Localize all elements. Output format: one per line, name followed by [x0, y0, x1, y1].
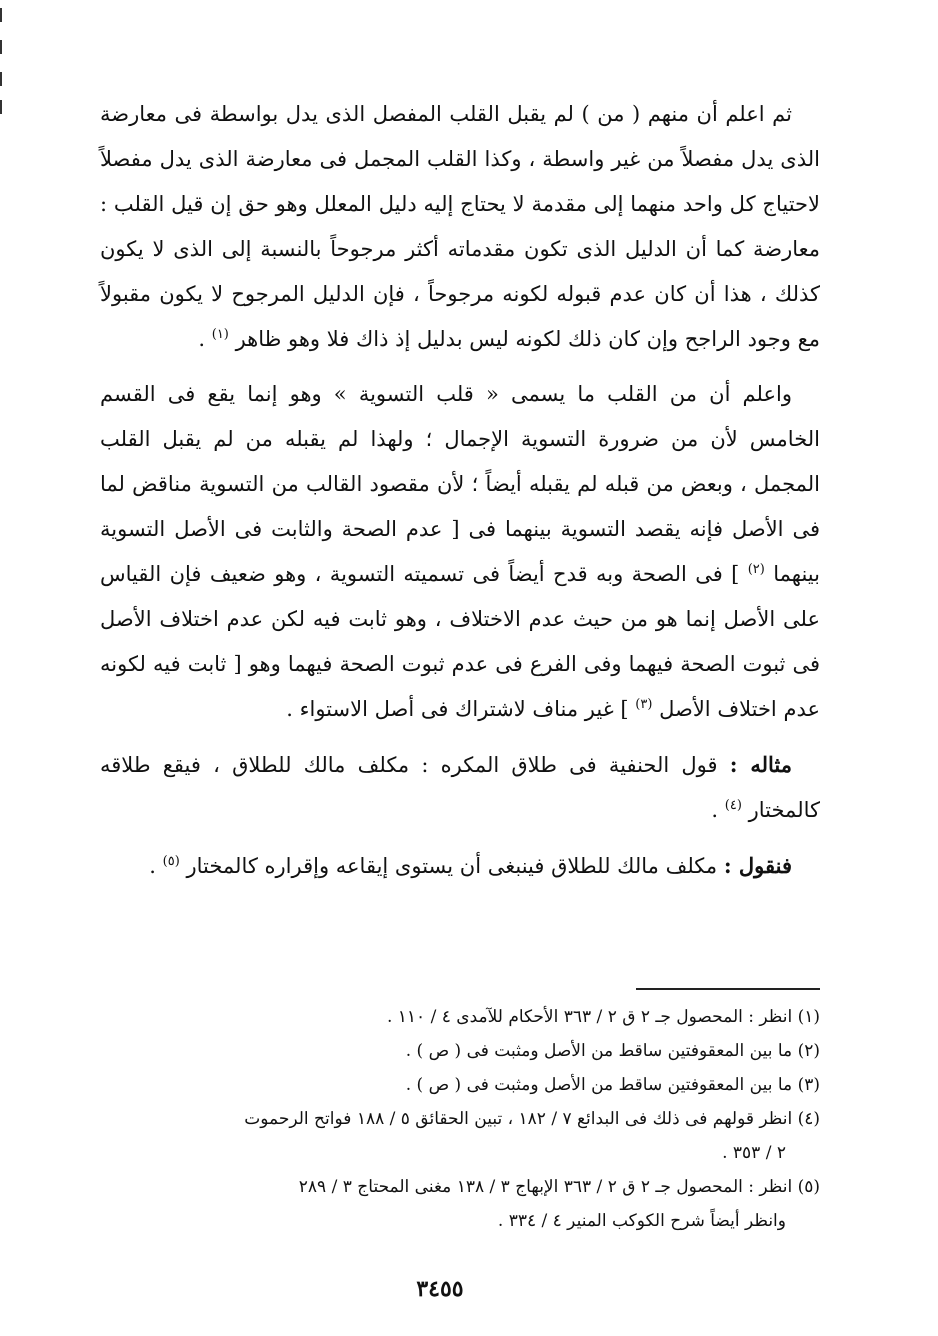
footnote-separator: [636, 988, 820, 990]
footnote-text: (٢) ما بين المعقوفتين ساقط من الأصل ومثبت فى ( ص ) .: [405, 1041, 820, 1061]
footnote-2: [100, 1034, 820, 1068]
footnote-text: (٤) انظر قولهم فى ذلك فى البدائع ٧ / ١٨٢ ، تبين الحقائق ٥ / ١٨٨ فواتح الرحموت: [244, 1109, 820, 1129]
footnote-3: [100, 1068, 820, 1102]
paragraph-text: ثم اعلم أن منهم ( من ) لم يقبل القلب المفصل الذى يدل بواسطة فى معارضة الذى يدل مفصلاً من غير واسطة ، وكذا القلب المجمل فى معارضة الذى يدل مفصلاً لاحتياج كل واحد منهما إلى مقدمة لا يحتاج إليه دليل المعلل وهو حق إن قيل القلب : معارضة كما أن الدليل الذى تكون مقدماته أكثر مرجوحاً بالنسبة إلى الذى لا يكون كذلك ، هذا أن كان عدم قبوله لكونه مرجوحاً ، فإن الدليل المرجوح لا يكون مقبولاً مع وجود الراجح وإن كان ذلك لكونه ليس بدليل إذ ذاك فلا وهو ظاهر: [100, 102, 820, 351]
footnote-text: (٣) ما بين المعقوفتين ساقط من الأصل ومثبت فى ( ص ) .: [405, 1075, 820, 1095]
footnote-ref: (٥): [162, 854, 180, 869]
main-text: [100, 92, 820, 899]
paragraph-text-cont: ] فى الصحة وبه قدح أيضاً فى تسميته التسوية ، وهو ضعيف فإن القياس على الأصل إنما هو من حيث عدم الاختلاف ، وهو ثابت فيه لكن عدم اختلاف الأصل فى ثبوت الصحة فيهما وفى الفرع فى عدم ثبوت الصحة فيهما وهو [ ثابت فيه لكونه عدم اختلاف الأصل: [100, 562, 820, 721]
paragraph-text: واعلم أن من القلب ما يسمى « قلب التسوية » وهو إنما يقع فى القسم الخامس لأن من ضرورة التسوية الإجمال ؛ ولهذا لم يقبله من لم يقبل القلب المجمل ، وبعض من قبله لم يقبله أيضاً ؛ لأن مقصود القالب من التسوية مناقض لما فى الأصل فإنه يقصد التسوية بينهما فى [ عدم الصحة والثابت فى الأصل التسوية بينهما: [100, 382, 820, 586]
paragraph-2: [100, 372, 820, 732]
paragraph-text: قول الحنفية فى طلاق المكره : مكلف مالك للطلاق ، فيقع طلاقه كالمختار: [100, 753, 820, 822]
footnote-ref: (٣): [635, 697, 653, 712]
paragraph-tail: .: [711, 798, 719, 822]
footnote-ref: (١): [211, 327, 229, 342]
footnote-5: [100, 1170, 820, 1238]
footnote-text: (٥) انظر : المحصول جـ ٢ ق ٢ / ٣٦٣ الإبهاج ٣ / ١٣٨ مغنى المحتاج ٣ / ٢٨٩: [298, 1177, 820, 1197]
paragraph-1: [100, 92, 820, 362]
paragraph-text-cont: ] غير مناف لاشتراك فى أصل الاستواء .: [286, 697, 629, 721]
footnotes: [100, 1000, 820, 1238]
paragraph-tail: .: [149, 854, 156, 878]
paragraph-text: مكلف مالك للطلاق فينبغى أن يستوى إيقاعه وإقراره كالمختار: [186, 854, 718, 878]
paragraph-4: [100, 843, 820, 889]
footnote-ref: (٤): [724, 798, 742, 813]
footnote-text-cont: وانظر أيضاً شرح الكوكب المنير ٤ / ٣٣٤ .: [497, 1211, 786, 1231]
footnote-text: (١) انظر : المحصول جـ ٢ ق ٢ / ٣٦٣ الأحكام للآمدى ٤ / ١١٠ .: [386, 1007, 820, 1027]
paragraph-tail: .: [198, 327, 206, 351]
paragraph-lead: مثاله :: [729, 752, 792, 777]
footnote-ref: (٢): [747, 562, 765, 577]
footnote-1: [100, 1000, 820, 1034]
footnote-text-cont: ٢ / ٣٥٣ .: [722, 1143, 786, 1163]
paragraph-lead: فنقول :: [723, 853, 792, 878]
page-number: ٣٤٥٥: [416, 1276, 464, 1302]
footnote-4: [100, 1102, 820, 1170]
paragraph-3: [100, 742, 820, 833]
scan-edge-marks: [0, 0, 4, 120]
